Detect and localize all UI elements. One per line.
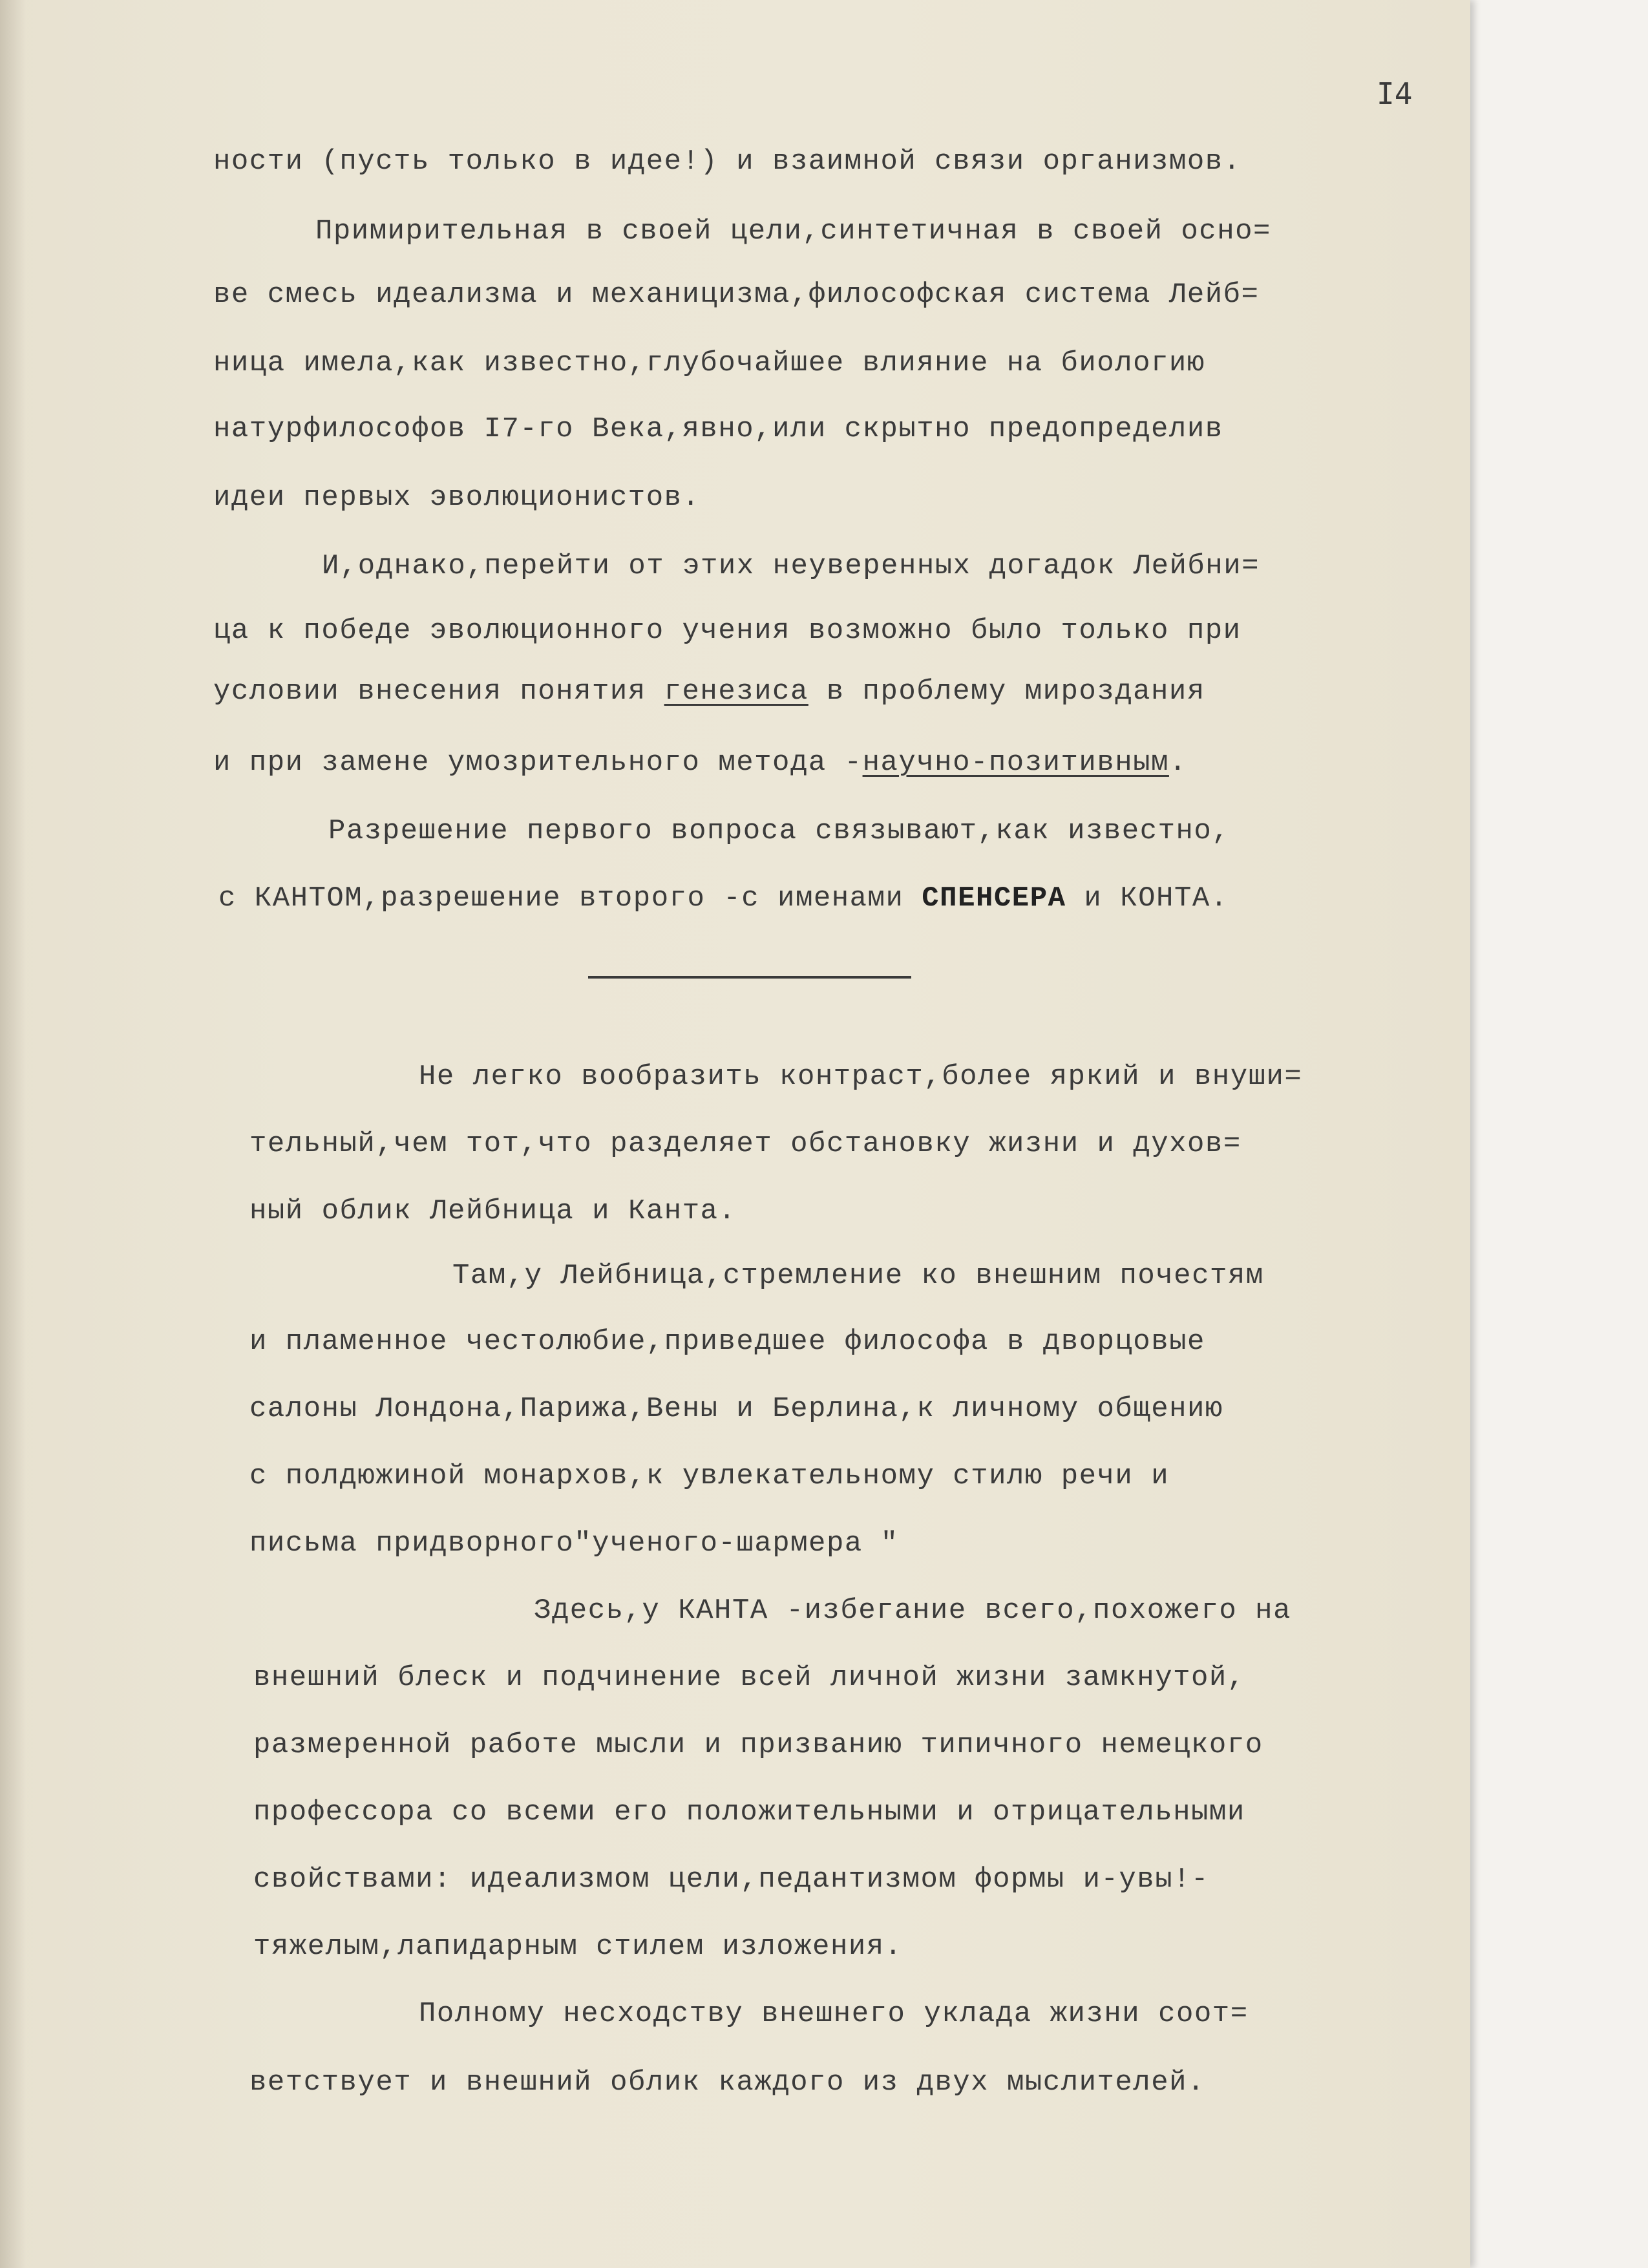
text-line: внешний блеск и подчинение всей личной жизни замкнутой, <box>253 1662 1245 1694</box>
text-line: профессора со всеми его положительными и отрицательными <box>253 1796 1245 1828</box>
line-text: и КОНТА. <box>1066 882 1229 915</box>
text-line: Примирительная в своей цели,синтетичная в своей осно= <box>315 215 1271 248</box>
text-line: ветствует и внешний облик каждого из двух мыслителей. <box>249 2066 1205 2099</box>
line-text: с КАНТОМ,разрешение второго -с именами <box>218 882 922 915</box>
text-line: Полному несходству внешнего уклада жизни соот= <box>419 1998 1249 2030</box>
text-line: ца к победе эволюционного учения возможно было только при <box>213 615 1241 647</box>
text-line: ница имела,как известно,глубочайшее влияние на биологию <box>213 347 1205 379</box>
text-line: письма придворного"ученого-шармера " <box>249 1527 899 1560</box>
text-line: с полдюжиной монархов,к увлекательному стилю речи и <box>249 1460 1170 1492</box>
text-line: Не легко вообразить контраст,более яркий и внуши= <box>419 1061 1303 1093</box>
text-line: И,однако,перейти от этих неуверенных догадок Лейбни= <box>322 550 1260 582</box>
text-line: Разрешение первого вопроса связывают,как известно, <box>328 815 1231 847</box>
text-line: размеренной работе мысли и призванию типичного немецкого <box>253 1729 1263 1761</box>
text-line <box>213 672 1205 711</box>
underlined-term: генезиса <box>664 675 808 708</box>
text-line: натурфилософов I7-го Века,явно,или скрытно предопределив <box>213 413 1223 445</box>
text-line: и пламенное честолюбие,приведшее философа в дворцовые <box>249 1326 1205 1358</box>
text-line: тельный,чем тот,что разделяет обстановку жизни и духов= <box>249 1128 1241 1160</box>
line-text: условии внесения понятия <box>213 675 664 708</box>
line-text: . <box>1168 747 1187 779</box>
line-text: в проблему мироздания <box>808 675 1205 708</box>
text-line: тяжелым,лапидарным стилем изложения. <box>253 1931 903 1963</box>
text-line: салоны Лондона,Парижа,Вены и Берлина,к личному общению <box>249 1393 1223 1425</box>
text-line <box>213 743 1187 782</box>
text-line: свойствами: идеализмом цели,педантизмом формы и-увы!- <box>253 1863 1209 1896</box>
text-line <box>218 879 1229 918</box>
name-spencer: СПЕНСЕРА <box>922 882 1066 915</box>
text-line: ности (пусть только в идее!) и взаимной связи организмов. <box>213 145 1241 178</box>
underlined-term: научно-позитивным <box>862 747 1169 779</box>
text-line: ный облик Лейбница и Канта. <box>249 1195 737 1227</box>
page-number: I4 <box>1377 76 1413 111</box>
line-text: и при замене умозрительного метода - <box>213 747 863 779</box>
text-line: идеи первых эволюционистов. <box>213 482 701 514</box>
text-line: Здесь,у КАНТА -избегание всего,похожего на <box>534 1595 1291 1627</box>
text-line: ве смесь идеализма и механицизма,философская система Лейб= <box>213 279 1260 311</box>
text-line: Там,у Лейбница,стремление ко внешним почестям <box>452 1260 1264 1292</box>
section-divider <box>588 976 911 979</box>
